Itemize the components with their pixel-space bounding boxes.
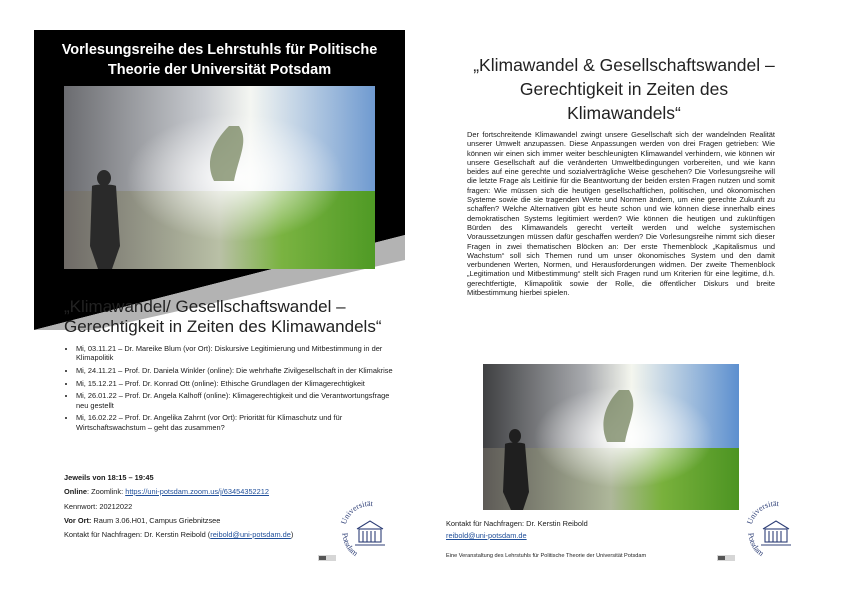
zoom-link[interactable]: https://uni-potsdam.zoom.us/j/63454352212 [125,487,270,496]
banner-title-line-2: Theorie der Universität Potsdam [107,62,332,78]
right-contact-email[interactable]: reibold@uni-potsdam.de [446,531,527,540]
left-contact [64,530,293,539]
seal-top-text: Universität [745,498,780,526]
lecture-list [64,344,396,435]
university-seal-logo [743,498,809,564]
online-text: : Zoomlink: [87,487,126,496]
small-partner-logo [717,555,735,562]
lecture-item: • Mi, 03.11.21 – Dr. Mareike Blum (vor Ort): Diskursive Legitimierung und Mitbestimmung in der Klimapolitik [76,344,396,363]
left-contact-email[interactable]: reibold@uni-potsdam.de [210,530,291,539]
left-headline [64,297,384,337]
climate-hero-image [64,86,375,269]
left-contact-close: ) [290,530,294,539]
lecture-item: • Mi, 15.12.21 – Prof. Dr. Konrad Ott (online): Ethische Grundlagen der Klimagerechtigkeit [76,379,396,388]
seal-top-text: Universität [339,498,374,526]
seal-bottom-text: Potsdam [746,532,766,558]
left-headline-line-2: Gerechtigkeit in Zeiten des Klimawandels“ [64,317,382,336]
climate-image [483,364,739,510]
right-headline [456,53,792,125]
right-footer: Eine Veranstaltung des Lehrstuhls für Politische Theorie der Universität Potsdam [446,553,647,559]
banner-title-line-1: Vorlesungsreihe des Lehrstuhls für Politische [61,42,378,58]
onsite-text: Raum 3.06.H01, Campus Griebnitzsee [91,516,221,525]
university-seal-logo [337,498,403,564]
right-headline-line-1: „Klimawandel & Gesellschaftswandel – [473,55,775,75]
online-info [64,487,269,496]
onsite-info [64,516,220,525]
lecture-item: • Mi, 26.01.22 – Prof. Dr. Angela Kalhoff (online): Klimagerechtigkeit und die Verantwortungsfrage neu gestellt [76,391,396,410]
right-headline-line-2: Gerechtigkeit in Zeiten des [519,79,729,99]
lecture-item: • Mi, 16.02.22 – Prof. Dr. Angelika Zahrnt (vor Ort): Priorität für Klimaschutz und für Wirtschaftswachstum – geht das zusammen? [76,413,396,432]
right-headline-line-3: Klimawandels“ [567,103,681,123]
password-info: Kennwort: 20212022 [64,502,133,511]
onsite-label: Vor Ort: [64,516,92,525]
seal-bottom-text: Potsdam [340,532,360,558]
left-contact-text: Kontakt für Nachfragen: Dr. Kerstin Reibold ( [64,530,211,539]
lecture-item: • Mi, 24.11.21 – Prof. Dr. Daniela Winkler (online): Die wehrhafte Zivilgesellschaft in der Klimakrise [76,366,396,375]
small-partner-logo [318,555,336,562]
description-paragraph: Der fortschreitende Klimawandel zwingt unsere Gesellschaft sich der wandelnden Realität unserer Umwelt anzupassen. Diese Anpassungen werden von drei Fragen getrieben: Wie können wir einen sich immer weiter beschleunigten Klimawandel verhindern, wie können wir unsere Gesellschaft auf die veränderten Umweltbedingungen vorbereiten, und wie kann beides auf eine gerechte und sozialverträgliche Weise geschehen? Die Vorlesungsreihe will die letzte Frage als Leitlinie für die Beantwortung der beiden ersten Fragen nutzen und somit fragen: Wie müssen sich die heutigen gesellschaftlichen, politischen, und ökonomischen Systeme sowie die sie tragenden Werte und Normen ändern, um eine gerechte Zukunft zu schaffen? Welche Alternativen gibt es heute schon und wie können diese innerhalb eines demokratischen Systems legitimiert werden? Wie können die heutigen und zukünftigen Bürden des Klimawandels gerecht verteilt werden und welche systemischen Voraussetzungen müssen dafür geschaffen werden? Die Vorlesungsreihe nimmt sich dieser Fragen in zwei thematischen Blöcken an: Der erste Themenblock „Kapitalismus und Wachstum“ soll sich Themen rund um unser ökonomisches System und den damit verbundenen Werten, Normen, und Herausforderungen widmen. Der zweite Themenblock „Legitimation und Mitbestimmung“ stellt sich Fragen rund um Kriterien für eine legitime, d.h. gerechtfertigte, Klimapolitik sowie der Rolle, die öffentlicher Diskurs und breite Mitbestimmung hierbei spielen. [467,130,775,298]
online-label: Online [64,487,87,496]
right-contact: Kontakt für Nachfragen: Dr. Kerstin Reibold [446,519,588,528]
time-info: Jeweils von 18:15 – 19:45 [64,473,154,482]
left-poster-page [0,0,420,595]
left-headline-line-1: „Klimawandel/ Gesellschaftswandel – [64,297,346,316]
banner-title [34,40,405,80]
